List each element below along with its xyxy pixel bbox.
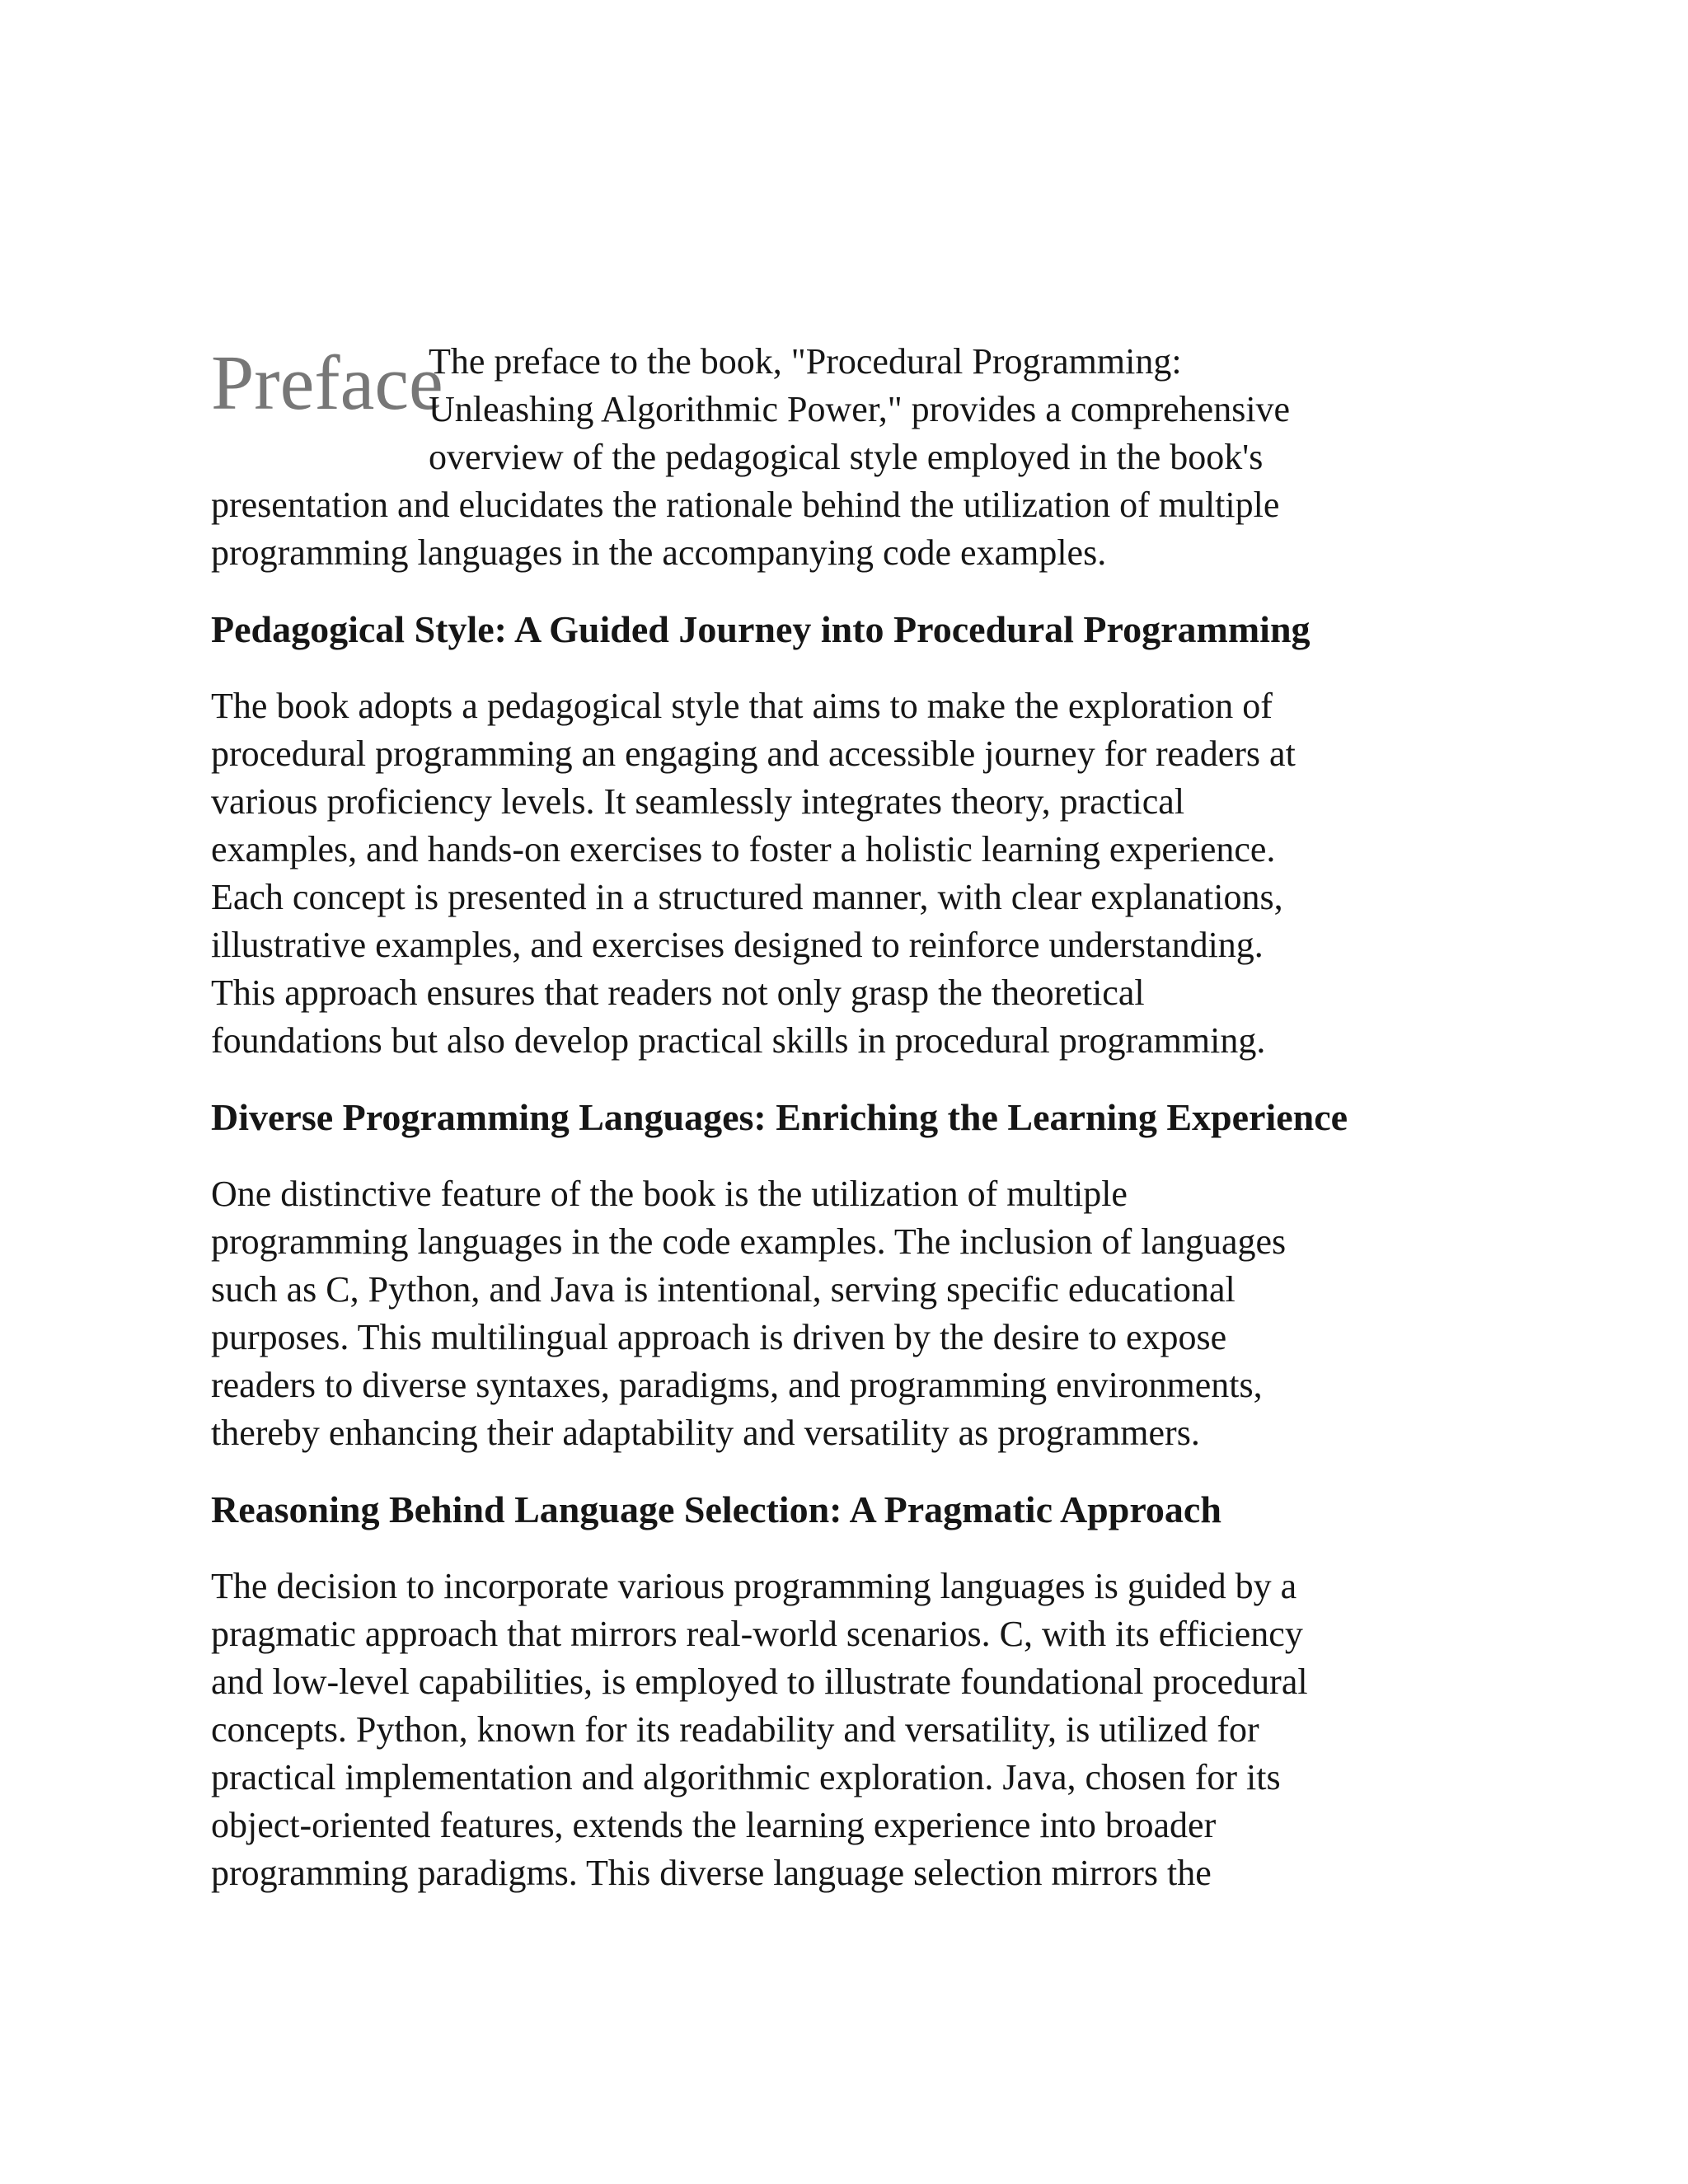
paragraph-line: illustrative examples, and exercises designed to reinforce understanding. bbox=[211, 925, 1264, 965]
section-heading-diverse-languages: Diverse Programming Languages: Enriching the Learning Experience bbox=[211, 1096, 1348, 1138]
paragraph-line: practical implementation and algorithmic exploration. Java, chosen for its bbox=[211, 1757, 1281, 1797]
intro-line: programming languages in the accompanying code examples. bbox=[211, 532, 1107, 573]
paragraph-line: object-oriented features, extends the learning experience into broader bbox=[211, 1805, 1217, 1845]
pedagogical-style-paragraph bbox=[211, 682, 1472, 1065]
chapter-title: Preface bbox=[211, 340, 443, 426]
section-heading-language-selection: Reasoning Behind Language Selection: A Pragmatic Approach bbox=[211, 1488, 1221, 1530]
paragraph-line: This approach ensures that readers not only grasp the theoretical bbox=[211, 972, 1145, 1013]
diverse-languages-paragraph bbox=[211, 1170, 1472, 1457]
intro-line: presentation and elucidates the rationale behind the utilization of multiple bbox=[211, 485, 1280, 525]
paragraph-line: pragmatic approach that mirrors real-world scenarios. C, with its efficiency bbox=[211, 1614, 1303, 1654]
intro-line: overview of the pedagogical style employed in the book's bbox=[429, 437, 1264, 477]
paragraph-line: Each concept is presented in a structured manner, with clear explanations, bbox=[211, 877, 1283, 917]
paragraph-line: such as C, Python, and Java is intentional, serving specific educational bbox=[211, 1269, 1236, 1310]
paragraph-line: The book adopts a pedagogical style that aims to make the exploration of bbox=[211, 686, 1273, 726]
paragraph-line: The decision to incorporate various programming languages is guided by a bbox=[211, 1566, 1297, 1606]
paragraph-line: purposes. This multilingual approach is driven by the desire to expose bbox=[211, 1317, 1227, 1357]
paragraph-line: programming paradigms. This diverse language selection mirrors the bbox=[211, 1853, 1212, 1893]
paragraph-line: procedural programming an engaging and accessible journey for readers at bbox=[211, 733, 1296, 774]
preface-intro bbox=[211, 338, 1472, 577]
paragraph-line: One distinctive feature of the book is the utilization of multiple bbox=[211, 1174, 1128, 1214]
paragraph-line: concepts. Python, known for its readability and versatility, is utilized for bbox=[211, 1709, 1259, 1750]
intro-line: Unleashing Algorithmic Power," provides a comprehensive bbox=[429, 389, 1291, 429]
paragraph-line: various proficiency levels. It seamlessly integrates theory, practical bbox=[211, 781, 1185, 822]
paragraph-line: examples, and hands-on exercises to foster a holistic learning experience. bbox=[211, 829, 1276, 869]
paragraph-line: foundations but also develop practical skills in procedural programming. bbox=[211, 1020, 1266, 1061]
paragraph-line: readers to diverse syntaxes, paradigms, and programming environments, bbox=[211, 1365, 1263, 1405]
paragraph-line: programming languages in the code examples. The inclusion of languages bbox=[211, 1221, 1287, 1262]
intro-line: The preface to the book, "Procedural Programming: bbox=[429, 341, 1182, 382]
document-page bbox=[211, 338, 1472, 1897]
paragraph-line: thereby enhancing their adaptability and versatility as programmers. bbox=[211, 1413, 1200, 1453]
section-heading-pedagogical-style: Pedagogical Style: A Guided Journey into Procedural Programming bbox=[211, 608, 1311, 650]
paragraph-line: and low-level capabilities, is employed to illustrate foundational procedural bbox=[211, 1661, 1308, 1702]
language-selection-paragraph bbox=[211, 1563, 1472, 1897]
